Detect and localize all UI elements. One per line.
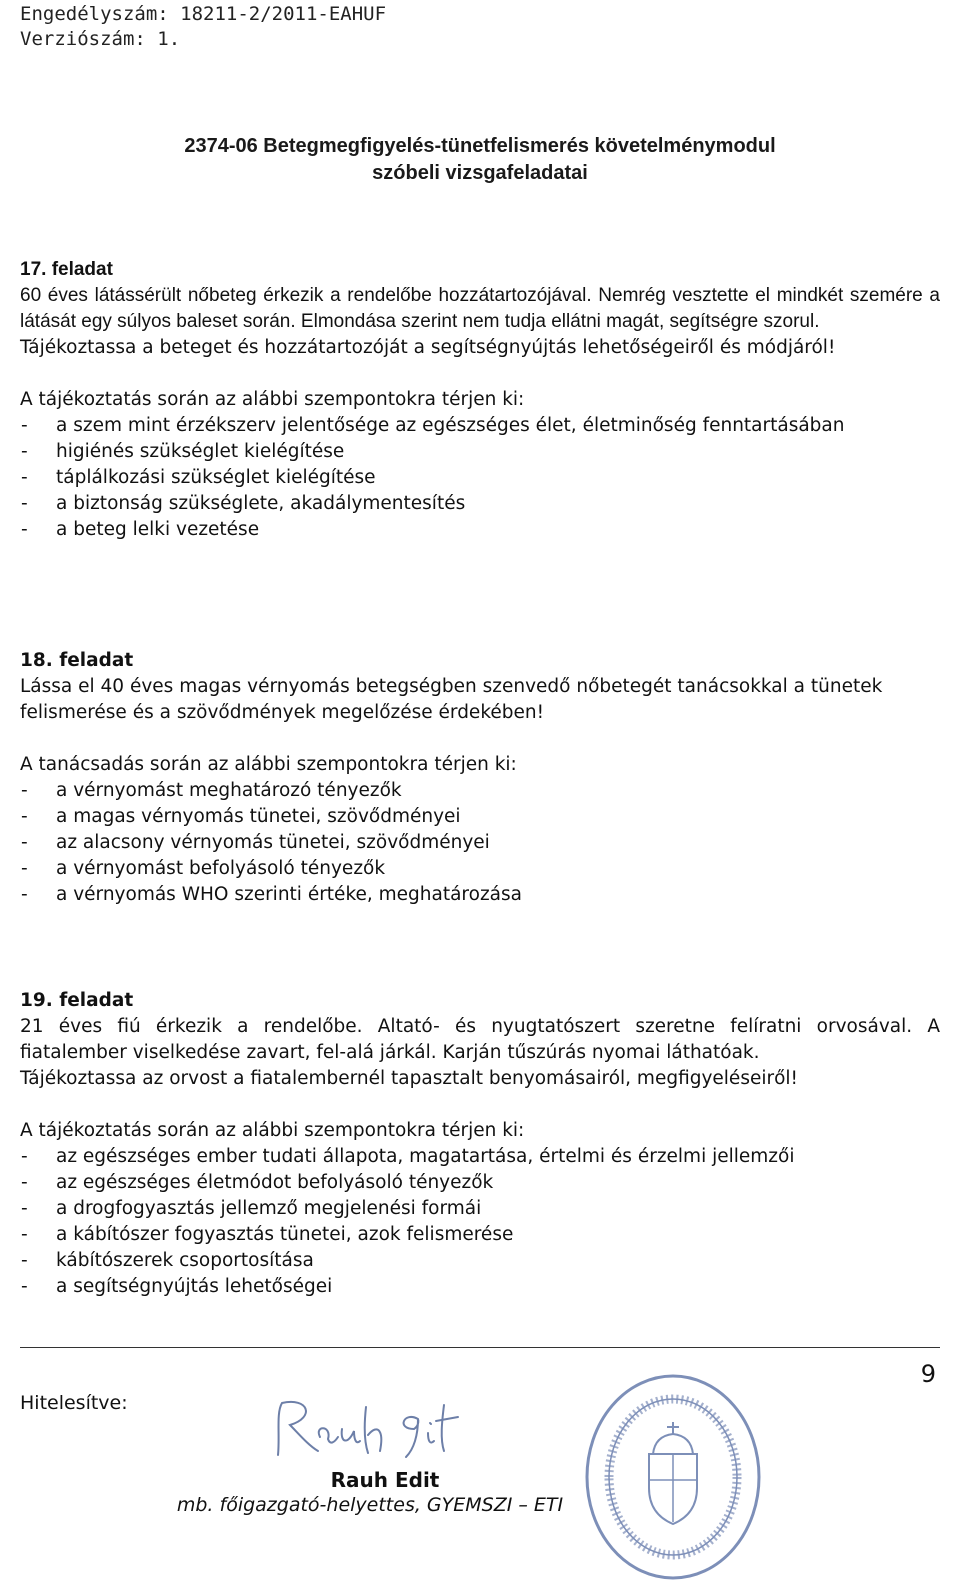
task-paragraph: 60 éves látássérült nőbeteg érkezik a rendelőbe hozzátartozójával. Nemrég vesztette el mindkét szemére a látását egy súlyos baleset során. Elmondása szerint nem tudja ellátni magát, segítségre szorul.: [20, 285, 940, 332]
handwritten-signature: [268, 1395, 478, 1465]
list-item: - a kábítószer fogyasztás tünetei, azok felismerése: [20, 1222, 940, 1248]
list-item: - az egészséges életmódot befolyásoló tényezők: [20, 1170, 940, 1196]
task-title: 18. feladat: [20, 650, 134, 671]
list-item: - a beteg lelki vezetése: [20, 517, 940, 543]
list-item: - a segítségnyújtás lehetőségei: [20, 1274, 940, 1300]
list-item: - az alacsony vérnyomás tünetei, szövődményei: [20, 830, 940, 856]
task-paragraph: 21 éves fiú érkezik a rendelőbe. Altató- és nyugtatószert szeretne felíratni orvosával. A fiatalember viselkedése zavart, fel-alá járkál. Karján tűszúrás nyomai láthatóak.: [20, 1016, 940, 1063]
list-item: - a szem mint érzékszerv jelentősége az egészséges élet, életminőség fenntartásában: [20, 413, 940, 439]
criteria-list: [20, 413, 940, 543]
criteria-intro: A tanácsadás során az alábbi szempontokra térjen ki:: [20, 754, 517, 775]
signer-name: Rauh Edit: [330, 1468, 440, 1492]
title-line-1: 2374-06 Betegmegfigyelés-tünetfelismerés követelménymodul: [184, 135, 776, 157]
task-title: 17. feladat: [20, 259, 113, 280]
criteria-list: [20, 1144, 940, 1300]
list-item: - táplálkozási szükséglet kielégítése: [20, 465, 940, 491]
criteria-intro: A tájékoztatás során az alábbi szempontokra térjen ki:: [20, 1120, 525, 1141]
version-number: Verziószám: 1.: [20, 28, 181, 50]
list-item: - az egészséges ember tudati állapota, magatartása, értelmi és érzelmi jellemzői: [20, 1144, 940, 1170]
task-19: [20, 988, 940, 1300]
task-instruction: Tájékoztassa a beteget és hozzátartozóját a segítségnyújtás lehetőségeiről és módjáról!: [20, 337, 836, 358]
list-item: - a biztonság szükséglete, akadálymentesítés: [20, 491, 940, 517]
task-paragraph: Lássa el 40 éves magas vérnyomás betegségben szenvedő nőbetegét tanácsokkal a tünetek felismerése és a szövődmények megelőzése érdekében!: [20, 676, 883, 723]
criteria-intro: A tájékoztatás során az alábbi szempontokra térjen ki:: [20, 389, 525, 410]
list-item: - a vérnyomást befolyásoló tényezők: [20, 856, 940, 882]
license-number: Engedélyszám: 18211-2/2011-EAHUF: [20, 3, 387, 25]
signer-role: mb. főigazgató-helyettes, GYEMSZI – ETI: [176, 1494, 564, 1516]
list-item: - kábítószerek csoportosítása: [20, 1248, 940, 1274]
certified-label: Hitelesítve:: [20, 1392, 128, 1414]
criteria-list: [20, 778, 940, 908]
task-18: [20, 648, 940, 908]
task-instruction: Tájékoztassa az orvost a fiatalembernél tapasztalt benyomásairól, megfigyeléseiről!: [20, 1068, 798, 1089]
list-item: - a drogfogyasztás jellemző megjelenési formái: [20, 1196, 940, 1222]
page-number: 9: [920, 1360, 936, 1388]
title-line-2: szóbeli vizsgafeladatai: [372, 162, 588, 184]
list-item: - a vérnyomást meghatározó tényezők: [20, 778, 940, 804]
list-item: - higiénés szükséglet kielégítése: [20, 439, 940, 465]
list-item: - a magas vérnyomás tünetei, szövődményei: [20, 804, 940, 830]
document-header: [20, 2, 386, 52]
document-title: [0, 133, 960, 187]
footer-divider: [20, 1347, 940, 1348]
task-title: 19. feladat: [20, 990, 134, 1011]
official-seal-icon: [583, 1372, 763, 1582]
task-17: [20, 257, 940, 543]
list-item: - a vérnyomás WHO szerinti értéke, meghatározása: [20, 882, 940, 908]
